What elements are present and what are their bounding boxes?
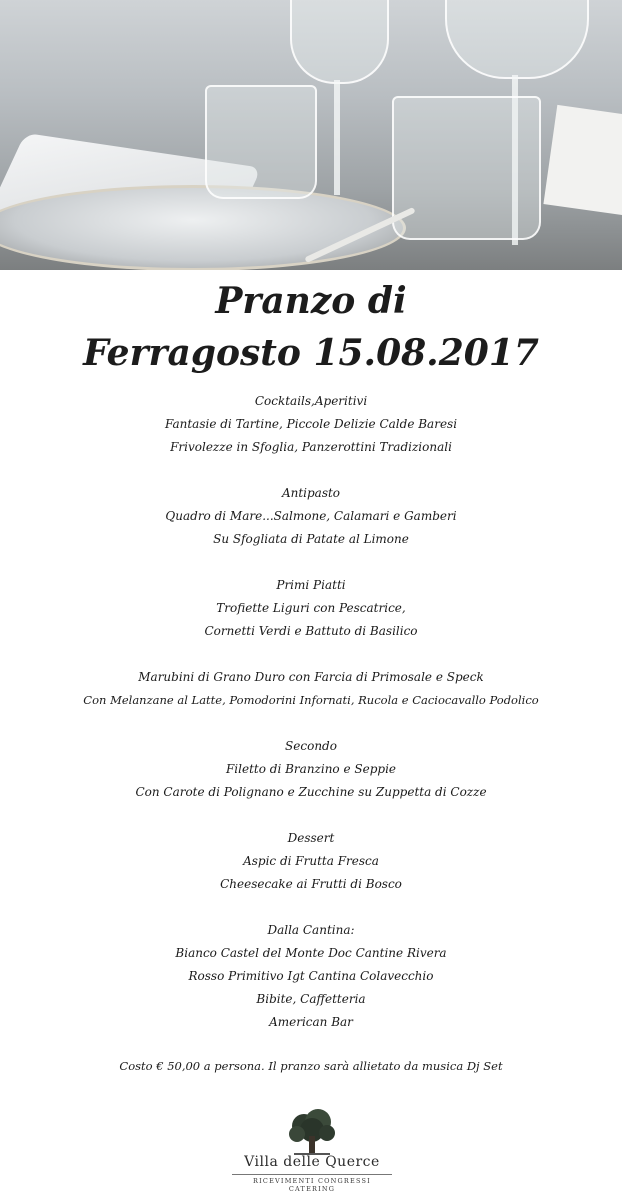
menu-item: Fantasie di Tartine, Piccole Delizie Calde Baresi — [164, 417, 458, 431]
water-glass — [392, 96, 541, 240]
menu-item: Cheesecake ai Frutti di Bosco — [220, 877, 402, 891]
section-heading-cantina: Dalla Cantina: — [267, 923, 355, 937]
menu-item: Frivolezze in Sfoglia, Panzerottini Tradizionali — [170, 440, 452, 454]
section-heading-antipasto: Antipasto — [281, 486, 341, 500]
menu-item: Trofiette Liguri con Pescatrice, — [216, 601, 406, 615]
page-title-line2: Ferragosto 15.08.2017 — [83, 332, 539, 374]
menu-item: Rosso Primitivo Igt Cantina Colavecchio — [188, 969, 434, 983]
place-card — [543, 105, 622, 215]
menu-item: Bibite, Caffetteria — [256, 992, 366, 1006]
page-title-line1: Pranzo di — [215, 280, 407, 322]
menu-item: Con Carote di Polignano e Zucchine su Zuppetta di Cozze — [135, 785, 487, 799]
hero-table-photo — [0, 0, 622, 270]
section-heading-primi: Primi Piatti — [276, 578, 346, 592]
menu-item: Filetto di Branzino e Seppie — [225, 762, 397, 776]
oak-tree-icon — [284, 1108, 340, 1156]
water-glass — [205, 85, 317, 199]
menu-item: Marubini di Grano Duro con Farcia di Primosale e Speck — [138, 670, 484, 684]
section-heading-dessert: Dessert — [287, 831, 335, 845]
section-heading-cocktails: Cocktails,Aperitivi — [254, 394, 368, 408]
menu-list — [0, 390, 622, 1034]
plate — [0, 185, 406, 270]
menu-item: Con Melanzane al Latte, Pomodorini Infornati, Rucola e Caciocavallo Podolico — [83, 693, 539, 707]
menu-item: Quadro di Mare...Salmone, Calamari e Gamberi — [165, 509, 457, 523]
wine-glass — [290, 0, 389, 84]
brand-tagline: RICEVIMENTI CONGRESSI CATERING — [232, 1174, 392, 1193]
menu-item: Bianco Castel del Monte Doc Cantine Rivera — [175, 946, 447, 960]
glass-stem — [334, 80, 340, 195]
menu-item: Aspic di Frutta Fresca — [243, 854, 379, 868]
venue-logo — [232, 1108, 392, 1193]
wine-glass — [445, 0, 589, 79]
menu-item: Cornetti Verdi e Battuto di Basilico — [204, 624, 418, 638]
section-heading-secondo: Secondo — [285, 739, 337, 753]
brand-name: Villa delle Querce — [244, 1154, 380, 1170]
price-note: Costo € 50,00 a persona. Il pranzo sarà allietato da musica Dj Set — [119, 1059, 503, 1073]
menu-item: American Bar — [269, 1015, 353, 1029]
menu-item: Su Sfogliata di Patate al Limone — [213, 532, 409, 546]
